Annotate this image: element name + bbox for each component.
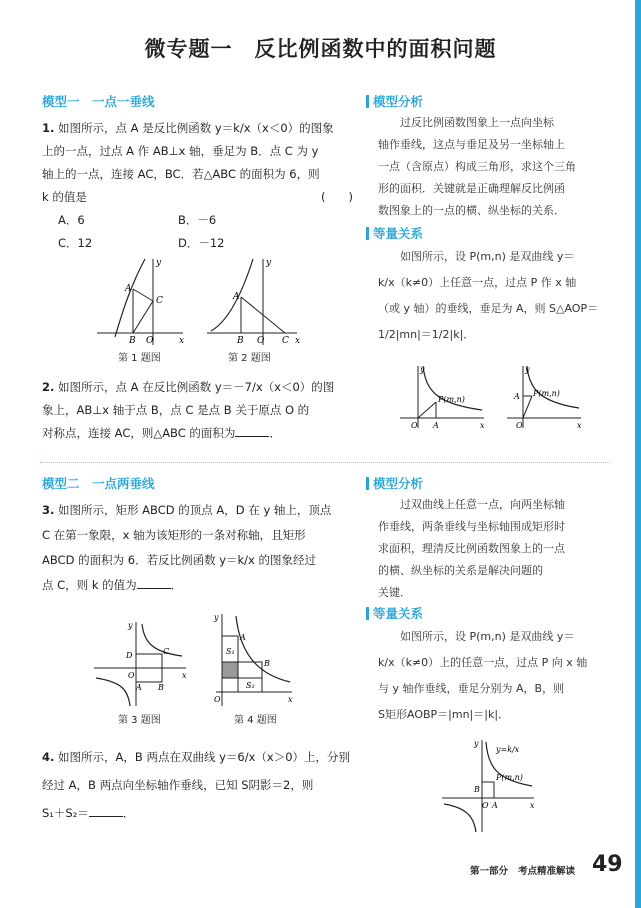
- model1-equal-line-2: k/x（k≠0）上任意一点，过点 P 作 x 轴: [378, 276, 577, 289]
- q1-number: 1.: [42, 121, 55, 135]
- q1-line1: 如图所示，点 A 是反比例函数 y＝k/x（x＜0）的图象: [58, 121, 334, 135]
- model2-figure: [440, 738, 540, 834]
- fig3-label-b: B: [158, 683, 164, 692]
- m2f-label-func: y=k/x: [496, 745, 520, 754]
- q3-line2: C 在第一象限，x 轴为该矩形的一条对称轴，且矩形: [42, 528, 306, 542]
- model1-equal-line-1: 如图所示，设 P(m,n) 是双曲线 y＝: [400, 250, 575, 263]
- m2f-label-y: y: [474, 739, 479, 748]
- fig4-shaded-region: [222, 662, 238, 678]
- q3-line1: 如图所示，矩形 ABCD 的顶点 A，D 在 y 轴上，顶点: [58, 503, 332, 517]
- fig1-label-c: C: [156, 296, 163, 306]
- fig4-label-s1: S₁: [226, 647, 235, 656]
- fig4-label-a: A: [240, 633, 246, 642]
- model1-analysis-line-2: 轴作垂线，这点与垂足及另一坐标轴上: [378, 138, 565, 151]
- fig2-label-y: y: [266, 258, 272, 268]
- q4-line2: 经过 A，B 两点向坐标轴作垂线，已知 S阴影＝2，则: [42, 778, 314, 792]
- fig1-label-o: O: [146, 336, 154, 346]
- figure-4: [208, 612, 296, 708]
- heading-bar-icon: [366, 477, 369, 490]
- q1-option-b: B．－6: [178, 213, 217, 227]
- fig3-label-c: C: [163, 647, 170, 656]
- q2-number: 2.: [42, 380, 55, 394]
- m1fa-label-x: x: [480, 421, 485, 430]
- model2-equal-line-2: k/x（k≠0）上的任意一点，过点 P 向 x 轴: [378, 656, 588, 669]
- fig2-hyperbola: [211, 259, 253, 331]
- figure-1: [95, 255, 190, 347]
- heading-bar-icon: [366, 95, 369, 108]
- model1-figure-b: [505, 362, 585, 430]
- q1-line3: 轴上的一点，连接 AC，BC．若△ABC 的面积为 6，则: [42, 167, 320, 181]
- m2f-label-b: B: [474, 785, 480, 794]
- fig3-hyperbola-right: [142, 624, 182, 656]
- fig4-label-s2: S₂: [246, 681, 255, 690]
- model2-heading: 模型二 一点两垂线: [42, 476, 155, 491]
- footer-part: 第一部分: [470, 866, 509, 877]
- fig4-label-o: O: [214, 695, 221, 704]
- heading-bar-icon: [366, 227, 369, 240]
- fig3-caption: 第 3 题图: [118, 715, 161, 726]
- m1fb-segment-op: [523, 396, 532, 418]
- fig2-label-c: C: [282, 336, 289, 346]
- fig2-caption: 第 2 题图: [228, 353, 271, 364]
- section-divider: [40, 462, 610, 463]
- model1-equal-heading-text: 等量关系: [373, 226, 424, 241]
- q2-line3: 对称点，连接 AC，则△ABC 的面积为: [42, 426, 236, 440]
- q4-answer-blank[interactable]: [89, 816, 123, 817]
- q1-line2: 上的一点，过点 A 作 AB⊥x 轴，垂足为 B．点 C 为 y: [42, 144, 319, 158]
- fig3-label-a: A: [136, 683, 142, 692]
- figure-2: [205, 255, 305, 347]
- figure-3: [92, 620, 192, 708]
- m1fa-label-p: P(m,n): [438, 395, 465, 404]
- m2f-label-o: O: [482, 801, 489, 810]
- q4-line3: S₁＋S₂＝: [42, 806, 89, 820]
- question-3: [42, 498, 357, 598]
- fig1-label-b: B: [129, 336, 136, 346]
- fig3-hyperbola-left: [96, 678, 130, 706]
- m2f-label-p: P(m,n): [496, 773, 523, 782]
- question-2: [42, 376, 357, 445]
- q2-answer-blank[interactable]: [235, 436, 269, 437]
- q2-line1: 如图所示，点 A 在反比例函数 y＝－7/x（x＜0）的图: [58, 380, 335, 394]
- model2-equal-heading: [366, 604, 423, 622]
- m1fa-label-o: O: [411, 421, 418, 430]
- fig4-label-y: y: [214, 613, 219, 622]
- m2f-hyperbola-left: [444, 804, 476, 832]
- m1fa-label-a: A: [433, 421, 439, 430]
- question-1: [42, 117, 357, 255]
- fig1-label-x: x: [179, 336, 185, 346]
- footer-section: 考点精准解读: [518, 866, 576, 877]
- model2-equal-heading-text: 等量关系: [373, 606, 424, 621]
- m1fb-label-x: x: [577, 421, 582, 430]
- m1fb-label-o: O: [516, 421, 523, 430]
- model2-analysis-heading: [366, 474, 423, 492]
- model2-analysis-line-2: 作垂线，两条垂线与坐标轴围成矩形时: [378, 520, 565, 533]
- fig1-segment-ac: [133, 289, 153, 301]
- model1-analysis-heading: [366, 92, 423, 110]
- q2-line2: 象上，AB⊥x 轴于点 B，点 C 是点 B 关于原点 O 的: [42, 403, 310, 417]
- q1-option-a: A．6: [58, 213, 85, 227]
- m1fa-label-y: y: [420, 365, 425, 374]
- q1-option-d: D．－12: [178, 236, 225, 250]
- model1-heading: 模型一 一点一垂线: [42, 94, 155, 109]
- model1-analysis-line-3: 一点（含原点）构成三角形，求这个三角: [378, 160, 576, 173]
- fig4-label-b: B: [264, 659, 270, 668]
- model2-equal-line-1: 如图所示，设 P(m,n) 是双曲线 y＝: [400, 630, 575, 643]
- model1-analysis-line-1: 过反比例函数图象上一点向坐标: [400, 116, 554, 129]
- question-4: [42, 743, 357, 827]
- m1fa-segment-op: [418, 402, 436, 418]
- q3-answer-blank[interactable]: [137, 588, 171, 589]
- fig2-label-o: O: [257, 336, 265, 346]
- model2-analysis-line-1: 过双曲线上任意一点，向两坐标轴: [400, 498, 565, 511]
- heading-bar-icon: [366, 607, 369, 620]
- q4-line1: 如图所示，A，B 两点在双曲线 y＝6/x（x＞0）上，分别: [58, 750, 351, 764]
- fig4-hyperbola: [236, 616, 290, 682]
- model2-analysis-line-3: 求面积，理清反比例函数图象上的一点: [378, 542, 565, 555]
- model1-analysis-line-5: 数图象上的一点的横、纵坐标的关系．: [378, 204, 565, 217]
- model2-equal-line-4: S矩形AOBP＝|mn|＝|k|．: [378, 708, 510, 721]
- model1-equal-text: [378, 244, 618, 348]
- model2-analysis-line-4: 的横、纵坐标的关系是解决问题的: [378, 564, 543, 577]
- page-title: 微专题一 反比例函数中的面积问题: [144, 37, 497, 61]
- fig4-caption: 第 4 题图: [234, 715, 277, 726]
- m2f-label-x: x: [530, 801, 535, 810]
- m1fb-label-a: A: [514, 392, 520, 401]
- model1-equal-line-3: （或 y 轴）的垂线，垂足为 A，则 S△AOP＝: [378, 302, 599, 315]
- model1-equal-line-4: 1/2|mn|＝1/2|k|．: [378, 328, 475, 341]
- model1-analysis-line-4: 形的面积．关键就是正确理解反比例函: [378, 182, 565, 195]
- model2-equal-text: [378, 624, 618, 728]
- model2-analysis-heading-text: 模型分析: [373, 476, 424, 491]
- fig2-label-b: B: [237, 336, 244, 346]
- m1fb-hyperbola: [527, 366, 579, 408]
- fig1-segment-bc: [133, 301, 153, 333]
- model2-analysis-line-5: 关键．: [378, 586, 411, 599]
- model1-analysis-text: [378, 112, 618, 222]
- m2f-label-a: A: [492, 801, 498, 810]
- q2-end: ．: [269, 426, 281, 440]
- fig4-label-x: x: [288, 695, 293, 704]
- model1-equal-heading: [366, 224, 423, 242]
- fig1-hyperbola: [115, 259, 145, 337]
- fig1-caption: 第 1 题图: [118, 353, 161, 364]
- q4-end: ．: [122, 806, 135, 820]
- model2-equal-line-3: 与 y 轴作垂线，垂足分别为 A，B，则: [378, 682, 565, 695]
- fig3-label-x: x: [182, 671, 187, 680]
- q4-number: 4.: [42, 750, 55, 764]
- fig1-label-y: y: [156, 258, 162, 268]
- m1fb-label-y: y: [525, 365, 530, 374]
- model2-analysis-text: [378, 494, 618, 604]
- q3-number: 3.: [42, 503, 55, 517]
- fig3-label-o: O: [128, 671, 135, 680]
- model1-figure-a: [398, 362, 490, 430]
- page-number: 49: [592, 852, 623, 877]
- fig2-label-a: A: [233, 292, 240, 302]
- fig3-label-d: D: [126, 651, 133, 660]
- m1fb-label-p: P(m,n): [533, 389, 560, 398]
- fig3-label-y: y: [128, 621, 133, 630]
- q3-end: ．: [170, 578, 183, 592]
- q3-line4: 点 C，则 k 的值为: [42, 578, 137, 592]
- q1-answer-paren: ( ): [321, 190, 353, 204]
- fig1-label-a: A: [125, 284, 132, 294]
- q3-line3: ABCD 的面积为 6．若反比例函数 y＝k/x 的图象经过: [42, 553, 317, 567]
- fig2-label-x: x: [295, 336, 301, 346]
- page-edge-bar: [635, 0, 641, 908]
- model1-analysis-heading-text: 模型分析: [373, 94, 424, 109]
- q1-line4: k 的值是: [42, 190, 87, 204]
- m2f-rectangle: [482, 782, 494, 798]
- q1-option-c: C．12: [58, 236, 93, 250]
